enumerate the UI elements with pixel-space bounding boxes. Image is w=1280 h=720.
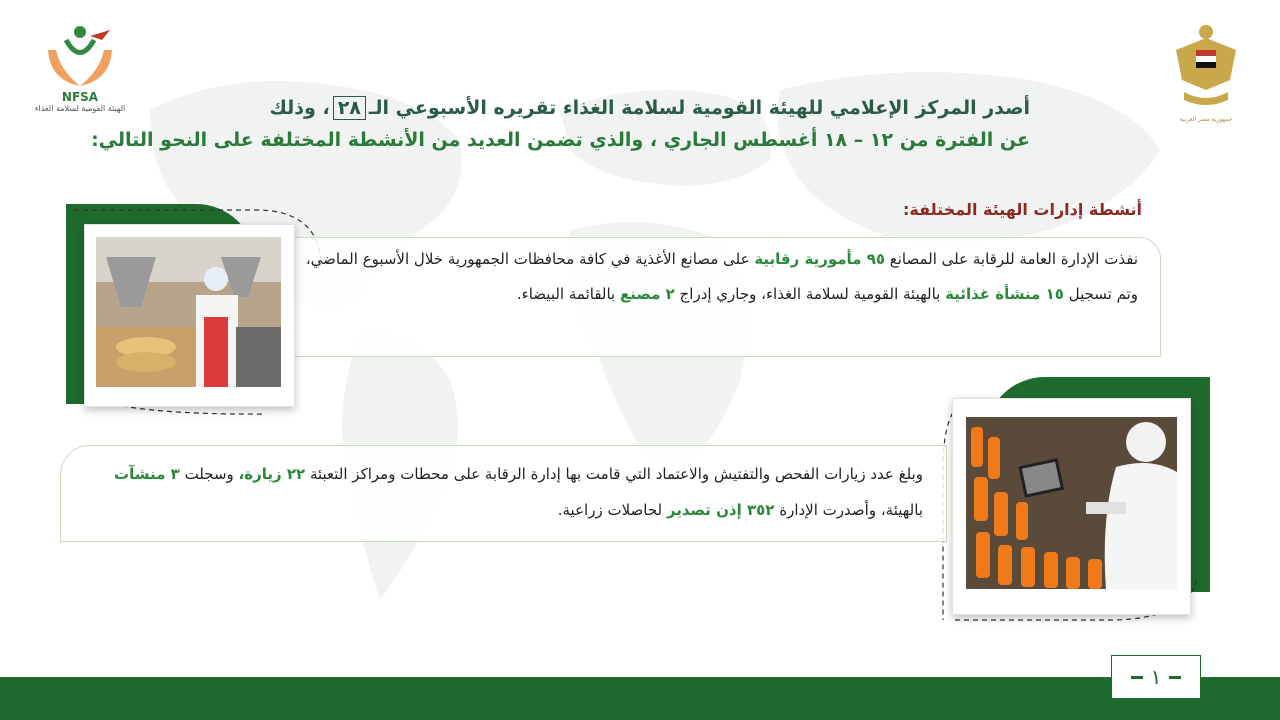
dash-right (1169, 676, 1181, 679)
activity2-highlight-export-permits: ٣٥٢ إذن تصدير (666, 501, 775, 519)
nfsa-logo (30, 20, 130, 132)
report-number-box: ٢٨ (333, 96, 366, 120)
page-number: ١ (1150, 665, 1162, 689)
activity1-text-a: نفذت الإدارة العامة للرقابة على المصانع (885, 250, 1138, 268)
activity2-highlight-facilities: ٣ منشآت (114, 465, 180, 483)
food-factory-photo (84, 224, 295, 407)
headline-line1-start: أصدر المركز الإعلامي للهيئة القومية لسلامة الغذاء تقريره الأسبوعي الـ (368, 97, 1030, 119)
activity1-text-c: بالهيئة القومية لسلامة الغذاء، وجاري إدراج (674, 285, 946, 303)
activity-text-1 (300, 242, 1138, 312)
headline-line1-end: ، وذلك (269, 97, 330, 119)
activity2-highlight-visits: ٢٢ زيارة، (238, 465, 306, 483)
report-headline (91, 92, 1030, 156)
nfsa-name: الهيئة القومية لسلامة الغذاء (34, 104, 126, 113)
eagle-icon (1170, 20, 1242, 112)
dash-left (1131, 676, 1143, 679)
hands-logo-icon (40, 20, 120, 90)
headline-line2: عن الفترة من ١٢ – ١٨ أغسطس الجاري ، والذي تضمن العديد من الأنشطة المختلفة على النحو التالي: (91, 129, 1030, 151)
section-heading: أنشطة إدارات الهيئة المختلفة: (903, 200, 1142, 219)
activity1-highlight-facilities: ١٥ منشأة غذائية (945, 285, 1064, 303)
activity2-text-a: وبلغ عدد زيارات الفحص والتفتيش والاعتماد التي قامت بها إدارة الرقابة على محطات ومراكز التعبئة (305, 465, 923, 483)
nfsa-abbr: NFSA (61, 90, 99, 104)
activity2-text-d: لحاصلات زراعية. (557, 501, 667, 519)
activity1-text-b: على مصانع الأغذية في كافة محافظات الجمهورية خلال الأسبوع الماضي، وتم تسجيل (305, 250, 1138, 303)
egypt-emblem (1168, 20, 1244, 122)
bottling-line-photo (952, 398, 1191, 615)
page-number-box (1111, 655, 1201, 699)
bottom-green-bar (0, 677, 1280, 720)
activity2-text-b: وسجلت (179, 465, 239, 483)
activity2-text-c: بالهيئة، وأصدرت الإدارة (774, 501, 923, 519)
emblem-caption: جمهورية مصر العربية (1179, 116, 1233, 123)
headline-line1 (150, 92, 1030, 124)
activity1-highlight-factories: ٢ مصنع (620, 285, 675, 303)
activity1-highlight-missions: ٩٥ مأمورية رقابية (754, 250, 885, 268)
activity1-text-d: بالقائمة البيضاء. (516, 285, 620, 303)
factory-worker-image (96, 237, 281, 387)
bottling-inspector-image (966, 417, 1177, 589)
activity-text-2 (78, 456, 923, 528)
